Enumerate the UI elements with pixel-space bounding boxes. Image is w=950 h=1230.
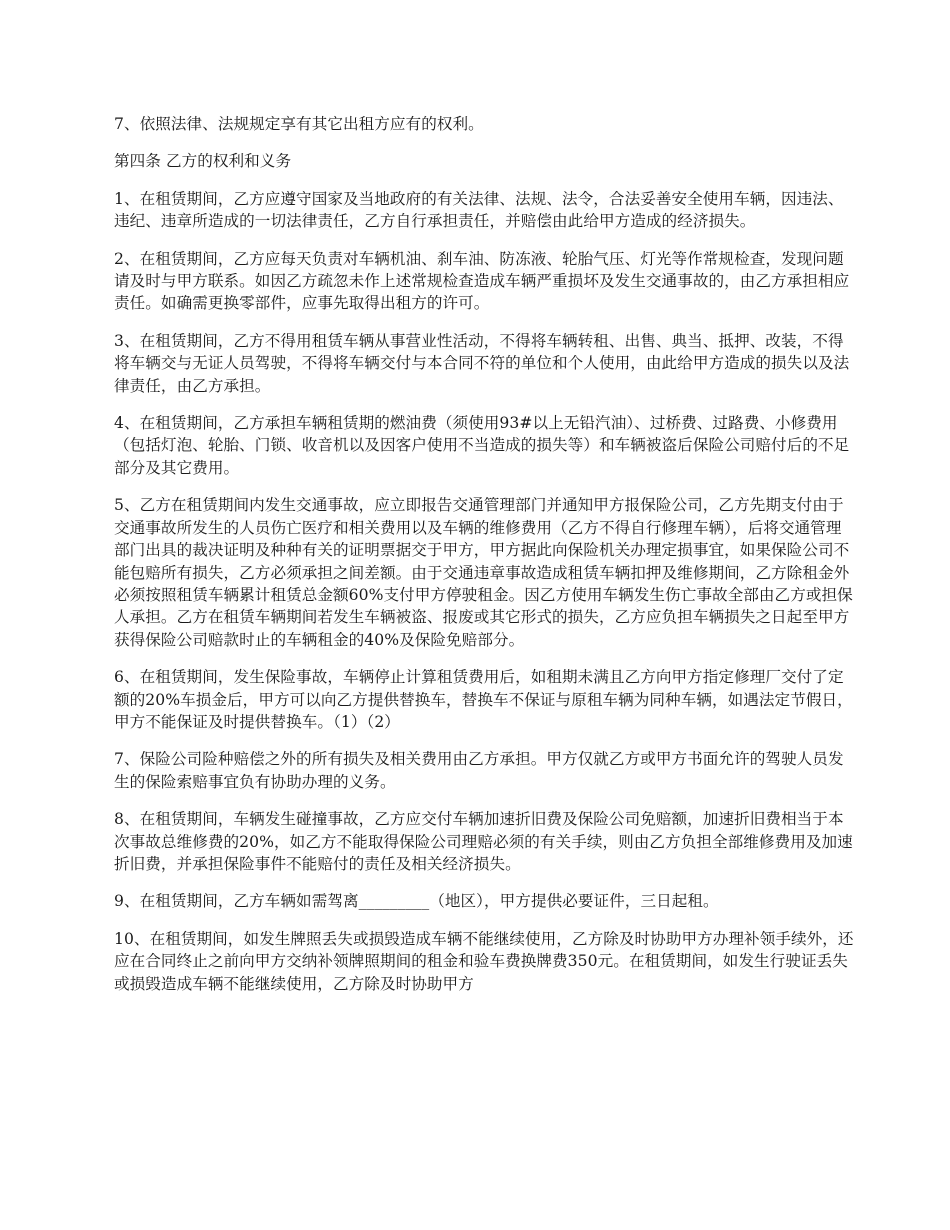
paragraph-clause-2: 2、在租赁期间，乙方应每天负责对车辆机油、刹车油、防冻液、轮胎气压、灯光等作常规检查，发现问题请及时与甲方联系。如因乙方疏忽未作上述常规检查造成车辆严重损坏及发生交通事故的，由乙方承担相应责任。如确需更换零部件，应事先取得出租方的许可。 <box>114 249 850 313</box>
paragraph-clause-10: 10、在租赁期间，如发生牌照丢失或损毁造成车辆不能继续使用，乙方除及时协助甲方办理补领手续外，还应在合同终止之前向甲方交纳补领牌照期间的租金和验车费换牌费350元。在租赁期间，如发生行驶证丢失或损毁造成车辆不能继续使用，乙方除及时协助甲方 <box>114 929 854 993</box>
section-heading-article-4: 第四条 乙方的权利和义务 <box>114 152 292 171</box>
paragraph-clause-8: 8、在租赁期间，车辆发生碰撞事故，乙方应交付车辆加速折旧费及保险公司免赔额，加速折旧费相当于本次事故总维修费的20%，如乙方不能取得保险公司理赔必须的有关手续，则由乙方负担全部维修费用及加速折旧费，并承担保险事件不能赔付的责任及相关经济损失。 <box>114 810 853 873</box>
paragraph-owner-rights-7: 7、依照法律、法规规定享有其它出租方应有的权利。 <box>114 115 484 133</box>
paragraph-clause-6: 6、在租赁期间，发生保险事故，车辆停止计算租赁费用后，如租期未满且乙方向甲方指定修理厂交付了定额的20%车损金后，甲方可以向乙方提供替换车，替换车不保证与原租车辆为同种车辆，如遇法定节假日，甲方不能保证及时提供替换车。（1）（2） <box>114 668 853 731</box>
paragraph-clause-9: 9、在租赁期间，乙方车辆如需驾离_________（地区），甲方提供必要证件，三日起租。 <box>114 892 719 911</box>
paragraph-clause-4: 4、在租赁期间，乙方承担车辆租赁期的燃油费（须使用93#以上无铅汽油）、过桥费、过路费、小修费用（包括灯泡、轮胎、门锁、收音机以及因客户使用不当造成的损失等）和车辆被盗后保险公司赔付后的不足部分及其它费用。 <box>114 414 850 477</box>
paragraph-clause-5: 5、乙方在租赁期间内发生交通事故，应立即报告交通管理部门并通知甲方报保险公司，乙方先期支付由于交通事故所发生的人员伤亡医疗和相关费用以及车辆的维修费用（乙方不得自行修理车辆），后将交通管理部门出具的裁决证明及种种有关的证明票据交于甲方，甲方据此向保险机关办理定损事宜，如果保险公司不能包赔所有损失，乙方必须承担之间差额。由于交通违章事故造成租赁车辆扣押及维修期间，乙方除租金外必须按照租赁车辆累计租赁总金额60%支付甲方停驶租金。因乙方使用车辆发生伤亡事故全部由乙方或担保人承担。乙方在租赁车辆期间若发生车辆被盗、报废或其它形式的损失，乙方应负担车辆损失之日起至甲方获得保险公司赔款时止的车辆租金的40%及保险免赔部分。 <box>114 496 853 649</box>
paragraph-clause-7: 7、保险公司险种赔偿之外的所有损失及相关费用由乙方承担。甲方仅就乙方或甲方书面允许的驾驶人员发生的保险索赔事宜负有协助办理的义务。 <box>114 750 844 791</box>
paragraph-clause-1: 1、在租赁期间，乙方应遵守国家及当地政府的有关法律、法规、法令，合法妥善安全使用车辆，因违法、违纪、违章所造成的一切法律责任，乙方自行承担责任，并赔偿由此给甲方造成的经济损失。 <box>114 189 844 231</box>
paragraph-clause-3: 3、在租赁期间，乙方不得用租赁车辆从事营业性活动，不得将车辆转租、出售、典当、抵押、改装，不得将车辆交与无证人员驾驶，不得将车辆交付与本合同不符的单位和个人使用，由此给甲方造成的损失以及法律责任，由乙方承担。 <box>114 331 850 395</box>
document-body <box>114 113 856 1010</box>
